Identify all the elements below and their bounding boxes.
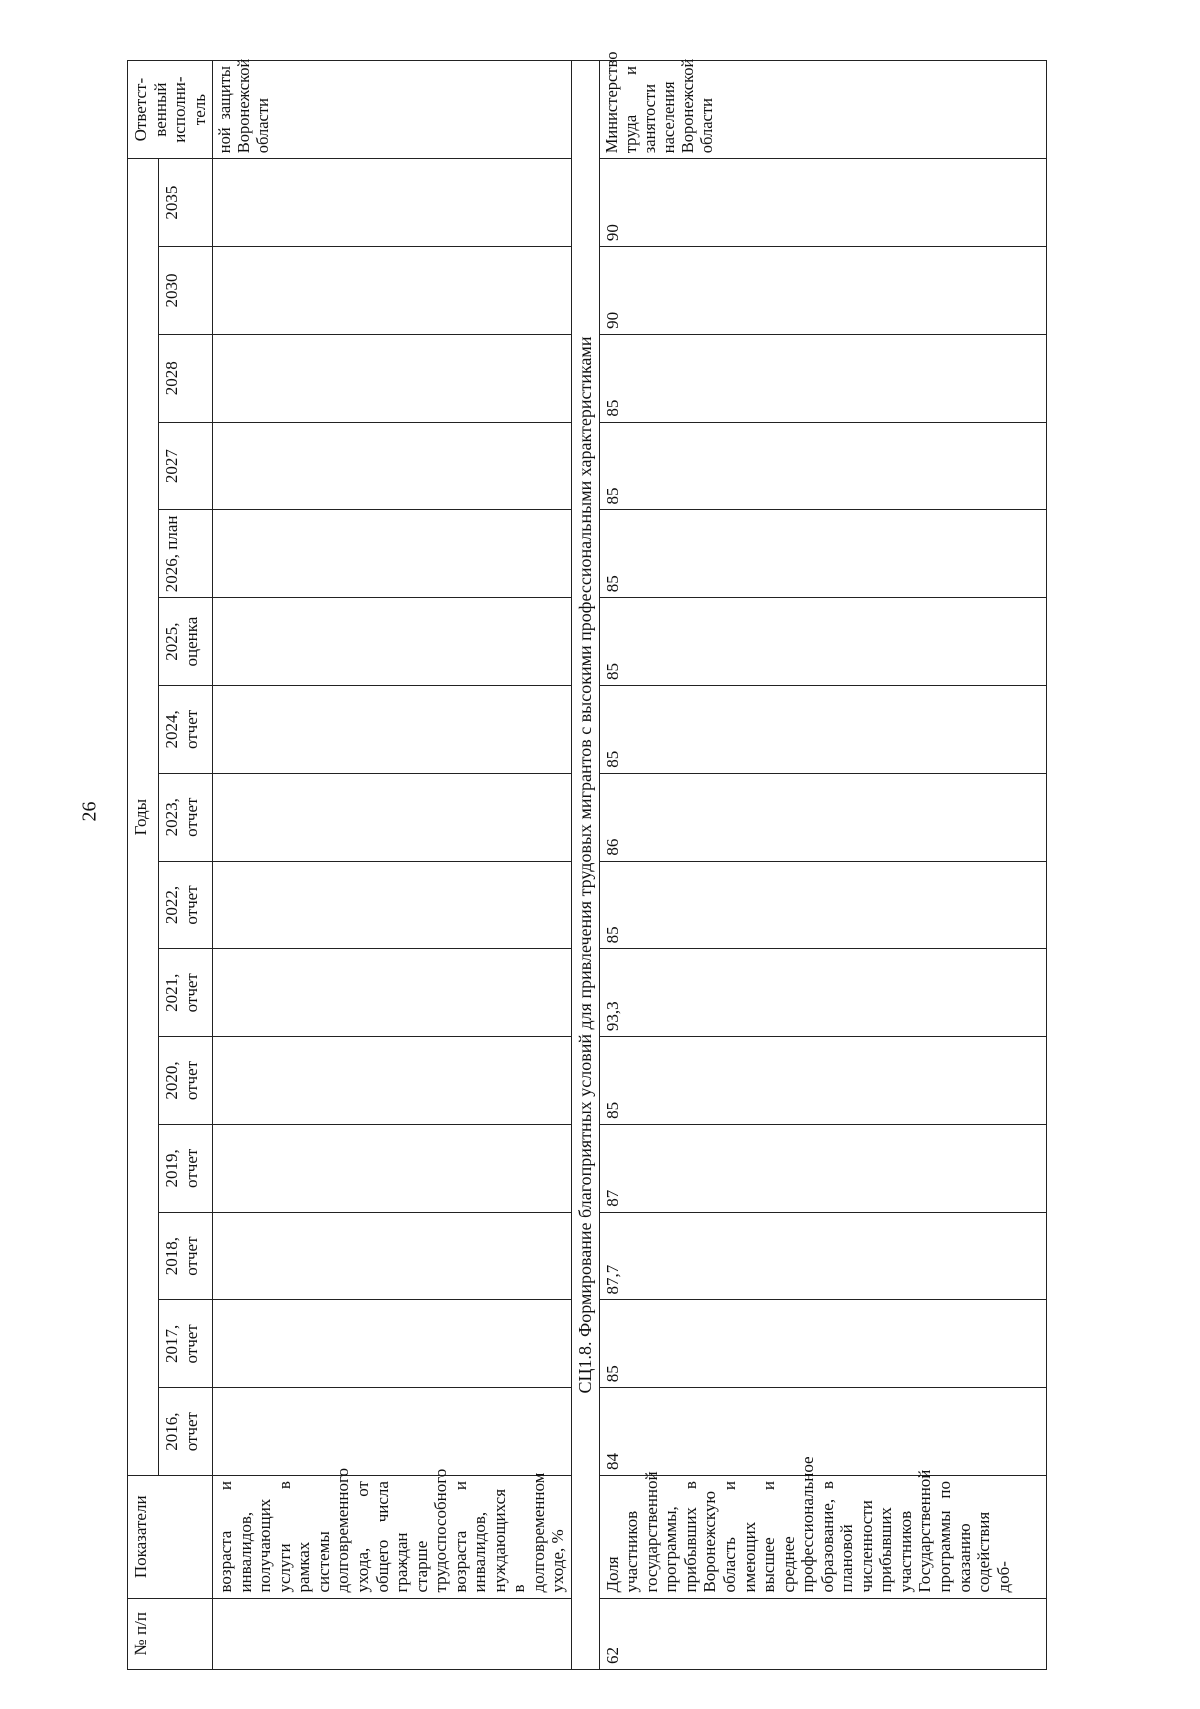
header-year: 2026, план [159,510,213,598]
row-value [213,334,572,422]
row-value [213,949,572,1037]
row-indicator: Доля участников государственной программы, прибывших в Воронежскую область и имеющих высшее и среднее профессиональное образование, в плановой численности прибывших участников Государственной программы по оказанию содействия доб- [599,1476,1046,1599]
row-value: 87 [599,1124,1046,1212]
header-year: 2020, отчет [159,1037,213,1125]
row-value: 84 [599,1388,1046,1476]
row-responsible: Министерство труда и занятости населения Воронежской области [599,61,1046,159]
row-value: 93,3 [599,949,1046,1037]
row-value [213,510,572,598]
row-value [213,1300,572,1388]
header-responsible: Ответст-венный исполни-тель [128,61,213,159]
row-value [213,686,572,774]
rotated-table-sheet [127,51,1107,1670]
header-year: 2018, отчет [159,1212,213,1300]
row-value: 90 [599,247,1046,335]
row-value: 85 [599,422,1046,510]
row-value: 85 [599,861,1046,949]
row-value [213,159,572,247]
row-value: 87,7 [599,1212,1046,1300]
row-value [213,598,572,686]
header-row-2 [159,61,213,1670]
row-responsible: ной защиты Воронежской области [213,61,572,159]
row-value [213,1388,572,1476]
row-value: 86 [599,773,1046,861]
row-indicator: возраста и инвалидов, получающих услуги в рамках системы долговременного ухода, от общего числа граждан старше трудоспособного возраста и инвалидов, нуждающихся в долговременном уходе, % [213,1476,572,1599]
row-value [213,422,572,510]
header-years: Годы [128,159,159,1476]
header-num: № п/п [128,1598,213,1669]
indicators-table [127,51,1047,1670]
row-value [213,1124,572,1212]
header-year: 2025, оценка [159,598,213,686]
header-year: 2030 [159,247,213,335]
header-year: 2023, отчет [159,773,213,861]
header-year: 2024, отчет [159,686,213,774]
table-row-continuation [213,61,572,1670]
section-row [572,61,600,1670]
header-year: 2028 [159,334,213,422]
header-row-1 [128,61,159,1670]
row-num [213,1598,572,1669]
header-year: 2016, отчет [159,1388,213,1476]
header-year: 2021, отчет [159,949,213,1037]
row-value [213,1212,572,1300]
page-number: 26 [78,801,101,822]
row-value: 85 [599,598,1046,686]
row-num: 62 [599,1598,1046,1669]
row-value [213,247,572,335]
row-value: 85 [599,1037,1046,1125]
row-value: 85 [599,334,1046,422]
row-value: 85 [599,686,1046,774]
section-title: СЦ1.8. Формирование благоприятных условий для привлечения трудовых мигрантов с высокими профессиональными характеристиками [572,61,600,1670]
table-row-62 [599,61,1046,1670]
row-value: 85 [599,1300,1046,1388]
header-year: 2017, отчет [159,1300,213,1388]
row-value: 85 [599,510,1046,598]
header-year: 2035 [159,159,213,247]
row-value: 90 [599,159,1046,247]
row-value [213,861,572,949]
row-value [213,773,572,861]
header-year: 2019, отчет [159,1124,213,1212]
header-year: 2027 [159,422,213,510]
row-value [213,1037,572,1125]
header-indicator: Показатели [128,1476,213,1599]
header-year: 2022, отчет [159,861,213,949]
